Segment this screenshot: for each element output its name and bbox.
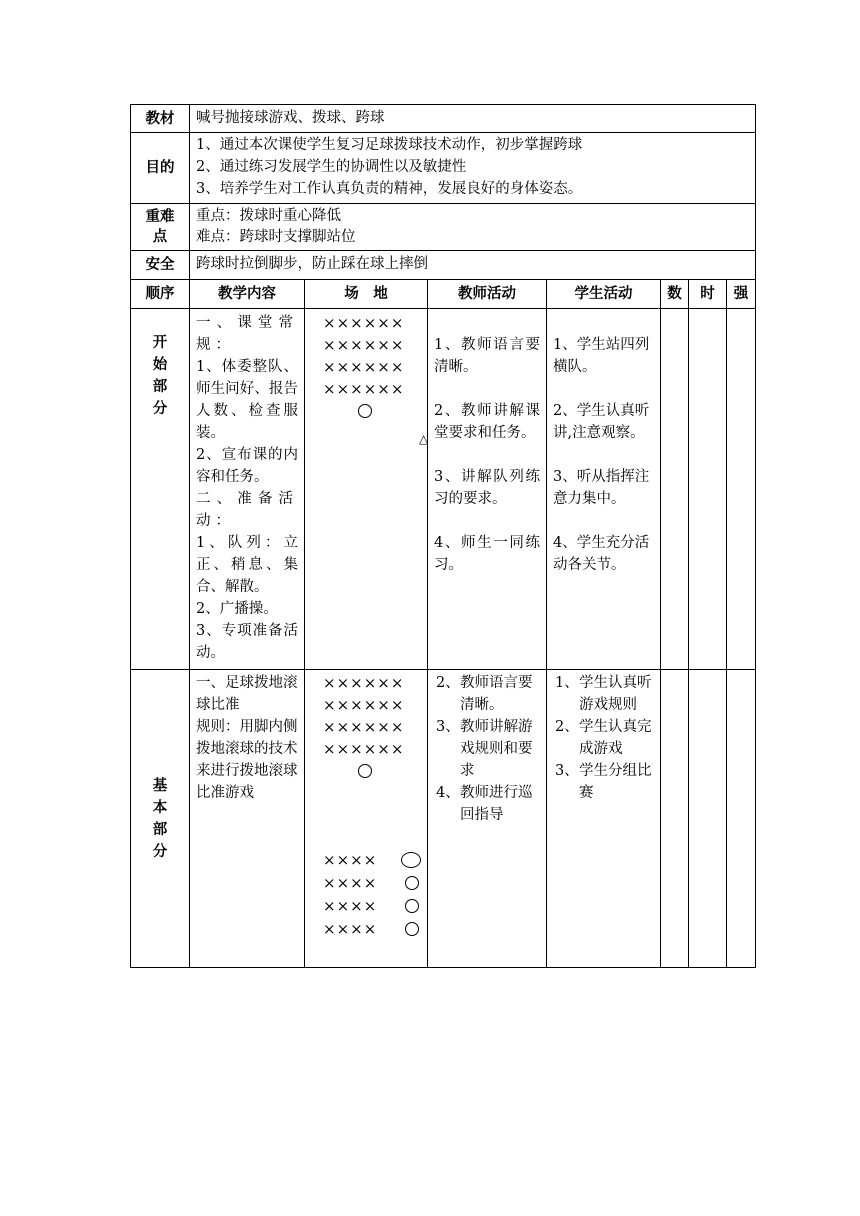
student-item: 3、听从指挥注意力集中。 (553, 469, 650, 507)
col-content: 教学内容 (190, 280, 305, 309)
content-line: 一、足球拨地滚球比准 (196, 675, 298, 713)
player-row: ×××× (323, 896, 378, 915)
label-char: 分 (152, 401, 168, 417)
material-label: 教材 (131, 105, 190, 133)
key-label-line: 点 (152, 229, 168, 245)
start-content (190, 309, 305, 670)
start-teacher-activity (428, 309, 547, 670)
goal-label: 目的 (131, 133, 190, 204)
ball-target-icon (405, 876, 419, 890)
basic-student-activity (547, 670, 661, 968)
goal-line: 1、通过本次课使学生复习足球拨球技术动作，初步掌握跨球 (196, 137, 583, 153)
triangle-icon: △ (419, 432, 429, 446)
basic-section-row (131, 670, 756, 968)
player-row: ×××××× (323, 718, 405, 736)
goal-row (131, 133, 756, 204)
content-line: 一、课堂常规： (196, 315, 298, 353)
content-line: 3、专项准备活动。 (196, 623, 298, 661)
col-teacher: 教师活动 (428, 280, 547, 309)
basic-intensity-cell (727, 670, 756, 968)
player-row: ×××××× (323, 358, 405, 376)
label-char: 始 (152, 357, 168, 373)
col-student: 学生活动 (547, 280, 661, 309)
player-row: ×××××× (323, 696, 405, 714)
player-row: ×××××× (323, 740, 405, 758)
student-item: 1、学生站四列横队。 (553, 337, 650, 375)
player-row: ×××× (323, 873, 378, 892)
label-char: 部 (152, 821, 168, 838)
difficult-point: 难点：跨球时支撑脚站位 (196, 229, 356, 245)
basic-time-cell (689, 670, 727, 968)
teacher-item: 3、 教师讲解游戏规则和要求 (436, 719, 533, 779)
goal-line: 2、通过练习发展学生的协调性以及敏捷性 (196, 159, 467, 175)
goal-line: 3、培养学生对工作认真负责的精神，发展良好的身体姿态。 (196, 181, 583, 197)
label-char: 基 (152, 777, 168, 794)
player-row: ×××××× (323, 380, 405, 398)
start-intensity-cell (727, 309, 756, 670)
teacher-item: 4、 教师进行巡回指导 (436, 785, 533, 823)
basic-teacher-activity (428, 670, 547, 968)
material-value: 喊号抛接球游戏、拨球、跨球 (190, 105, 756, 133)
start-count-cell (661, 309, 689, 670)
lesson-plan-page (130, 104, 755, 968)
col-order: 顺序 (131, 280, 190, 309)
material-row (131, 105, 756, 133)
content-line: 2、广播操。 (196, 601, 278, 617)
safety-row (131, 251, 756, 280)
basic-content (190, 670, 305, 968)
start-field-diagram (305, 309, 428, 670)
teacher-item: 2、 教师语言要清晰。 (436, 675, 533, 713)
teacher-circle-icon (358, 764, 372, 778)
safety-value: 跨球时拉倒脚步，防止踩在球上摔倒 (190, 251, 756, 280)
ball-target-icon (401, 852, 421, 868)
teacher-item: 3、讲解队列练习的要求。 (434, 469, 540, 507)
content-line: 规则：用脚内侧拨地滚球的技术来进行拨地滚球比准游戏 (196, 719, 298, 801)
col-time: 时 (689, 280, 727, 309)
player-row: ×××××× (323, 314, 405, 332)
content-line: 1、体委整队、师生问好、报告人数、检查服装。 (196, 359, 298, 441)
teacher-item: 2、教师讲解课堂要求和任务。 (434, 403, 540, 441)
key-point: 重点：拨球时重心降低 (196, 208, 341, 224)
column-header-row (131, 280, 756, 309)
player-row: ×××××× (323, 336, 405, 354)
student-item: 2、学生认真听讲,注意观察。 (553, 403, 650, 441)
lesson-plan-table (130, 104, 756, 968)
player-row: ×××××× (323, 674, 405, 692)
ball-target-icon (405, 922, 419, 936)
content-line: 二、准备活动： (196, 491, 298, 529)
basic-field-diagram (305, 670, 428, 968)
student-item: 3、 学生分组比赛 (555, 763, 652, 801)
start-section-row (131, 309, 756, 670)
teacher-item: 4、师生一同练习。 (434, 535, 540, 573)
teacher-item: 1、教师语言要清晰。 (434, 337, 540, 375)
label-char: 部 (152, 379, 168, 395)
student-item: 4、学生充分活动各关节。 (553, 535, 650, 573)
student-item: 2、 学生认真完成游戏 (555, 719, 652, 757)
student-item: 1、 学生认真听游戏规则 (555, 675, 652, 713)
player-row: ×××× (323, 919, 378, 938)
goal-text (190, 133, 756, 204)
basic-count-cell (661, 670, 689, 968)
col-intensity: 强 (727, 280, 756, 309)
content-line: 2、宣布课的内容和任务。 (196, 447, 298, 485)
key-label (131, 204, 190, 251)
label-char: 分 (152, 843, 168, 860)
start-section-label (131, 309, 190, 670)
key-row (131, 204, 756, 251)
start-student-activity (547, 309, 661, 670)
start-time-cell (689, 309, 727, 670)
col-count: 数 (661, 280, 689, 309)
col-field: 场 地 (305, 280, 428, 309)
content-line: 1、队列：立正、稍息、集合、解散。 (196, 535, 298, 595)
key-label-line: 重难 (145, 209, 175, 225)
ball-target-icon (405, 899, 419, 913)
player-row: ×××× (323, 850, 378, 869)
key-text (190, 204, 756, 251)
basic-section-label (131, 670, 190, 968)
teacher-circle-icon (358, 404, 372, 418)
label-char: 开 (152, 335, 168, 351)
label-char: 本 (152, 799, 168, 816)
safety-label: 安全 (131, 251, 190, 280)
